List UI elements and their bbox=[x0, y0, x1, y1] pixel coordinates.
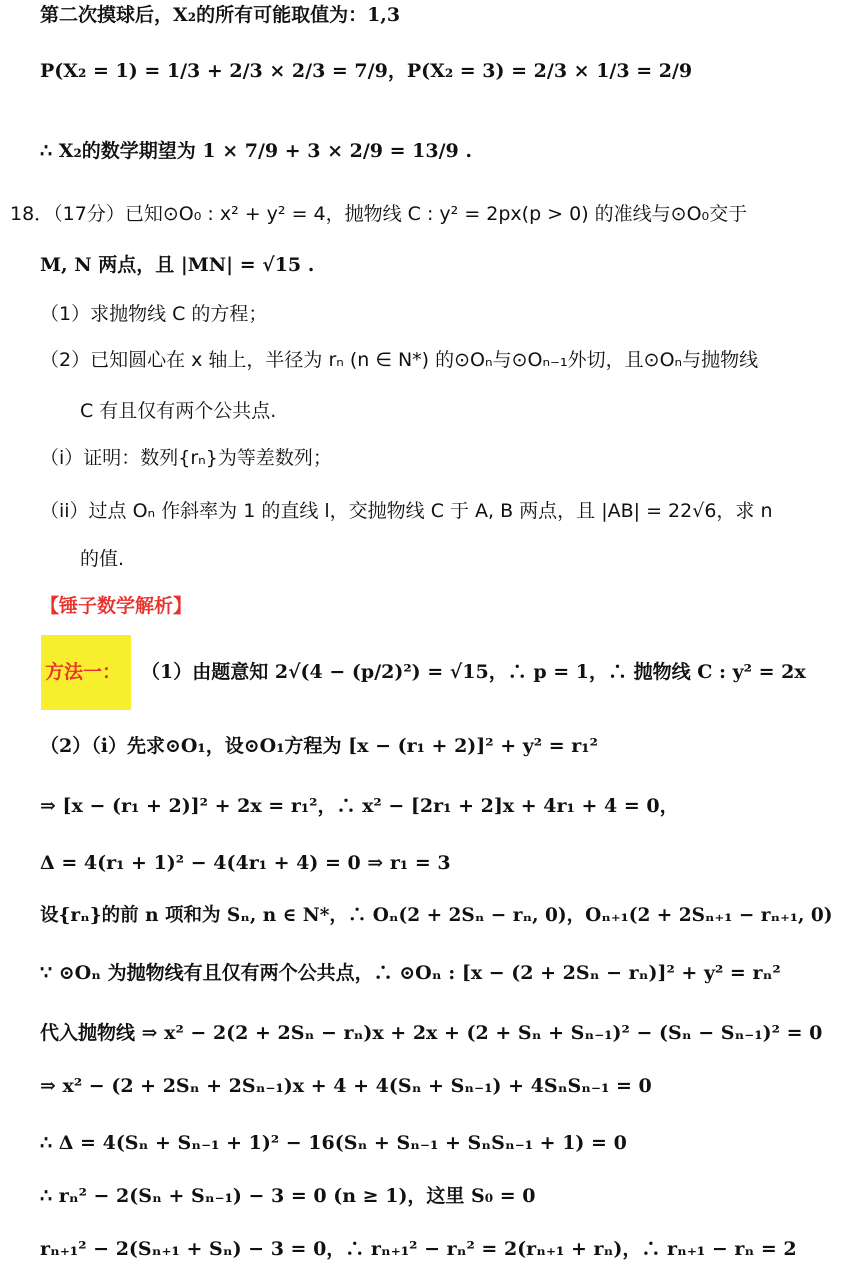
text-line: C 有且仅有两个公共点. bbox=[80, 400, 277, 422]
text-line: 的值. bbox=[80, 548, 125, 570]
math-line: ⇒ x² − (2 + 2Sₙ + 2Sₙ₋₁)x + 4 + 4(Sₙ + Sₙ₋₁) + 4SₙSₙ₋₁ = 0 bbox=[40, 1075, 652, 1097]
math-line: Δ = 4(r₁ + 1)² − 4(4r₁ + 4) = 0 ⇒ r₁ = 3 bbox=[40, 852, 451, 874]
question-2-i: （i）证明：数列{rₙ}为等差数列； bbox=[40, 447, 332, 469]
math-line: ∴ Δ = 4(Sₙ + Sₙ₋₁ + 1)² − 16(Sₙ + Sₙ₋₁ + SₙSₙ₋₁ + 1) = 0 bbox=[40, 1132, 627, 1154]
math-line: ∵ ⊙Oₙ 为抛物线有且仅有两个公共点，∴ ⊙Oₙ : [x − (2 + 2Sₙ − rₙ)]² + y² = rₙ² bbox=[40, 962, 781, 984]
text-line: M, N 两点，且 |MN| = √15 . bbox=[40, 254, 315, 276]
math-line: ∴ rₙ² − 2(Sₙ + Sₙ₋₁) − 3 = 0 (n ≥ 1)，这里 S₀ = 0 bbox=[40, 1185, 536, 1207]
text-line: 第二次摸球后，X₂的所有可能取值为：1,3 bbox=[40, 4, 401, 26]
method-label: 方法一： bbox=[41, 635, 131, 710]
math-line: rₙ₊₁² − 2(Sₙ₊₁ + Sₙ) − 3 = 0，∴ rₙ₊₁² − rₙ² = 2(rₙ₊₁ + rₙ)，∴ rₙ₊₁ − rₙ = 2 bbox=[40, 1238, 797, 1260]
math-line: 代入抛物线 ⇒ x² − 2(2 + 2Sₙ − rₙ)x + 2x + (2 + Sₙ + Sₙ₋₁)² − (Sₙ − Sₙ₋₁)² = 0 bbox=[40, 1022, 823, 1044]
solution-heading: 【锤子数学解析】 bbox=[40, 595, 193, 617]
math-line: （2）（i）先求⊙O₁，设⊙O₁方程为 [x − (r₁ + 2)]² + y² = r₁² bbox=[40, 735, 598, 757]
math-line: 设{rₙ}的前 n 项和为 Sₙ, n ∈ N*，∴ Oₙ(2 + 2Sₙ − rₙ, 0)，Oₙ₊₁(2 + 2Sₙ₊₁ − rₙ₊₁, 0) bbox=[40, 905, 833, 926]
question-2-ii: （ii）过点 Oₙ 作斜率为 1 的直线 l，交抛物线 C 于 A, B 两点，且 |AB| = 22√6，求 n bbox=[40, 500, 773, 522]
math-line: P(X₂ = 1) = 1/3 + 2/3 × 2/3 = 7/9，P(X₂ = 3) = 2/3 × 1/3 = 2/9 bbox=[40, 60, 693, 82]
math-line: ⇒ [x − (r₁ + 2)]² + 2x = r₁²，∴ x² − [2r₁ + 2]x + 4r₁ + 4 = 0， bbox=[40, 795, 679, 817]
math-line: ∴ X₂的数学期望为 1 × 7/9 + 3 × 2/9 = 13/9 . bbox=[40, 140, 473, 162]
problem-18-statement: 18．（17分）已知⊙O₀ : x² + y² = 4，抛物线 C : y² = 2px(p > 0) 的准线与⊙O₀交于 bbox=[10, 203, 748, 225]
method-one-line bbox=[40, 635, 838, 710]
question-1: （1）求抛物线 C 的方程； bbox=[40, 303, 268, 325]
math-text: （1）由题意知 2√(4 − (p/2)²) = √15，∴ p = 1，∴ 抛物线 C : y² = 2x bbox=[141, 661, 806, 683]
question-2: （2）已知圆心在 x 轴上，半径为 rₙ (n ∈ N*) 的⊙Oₙ与⊙Oₙ₋₁外切，且⊙Oₙ与抛物线 bbox=[40, 349, 759, 371]
